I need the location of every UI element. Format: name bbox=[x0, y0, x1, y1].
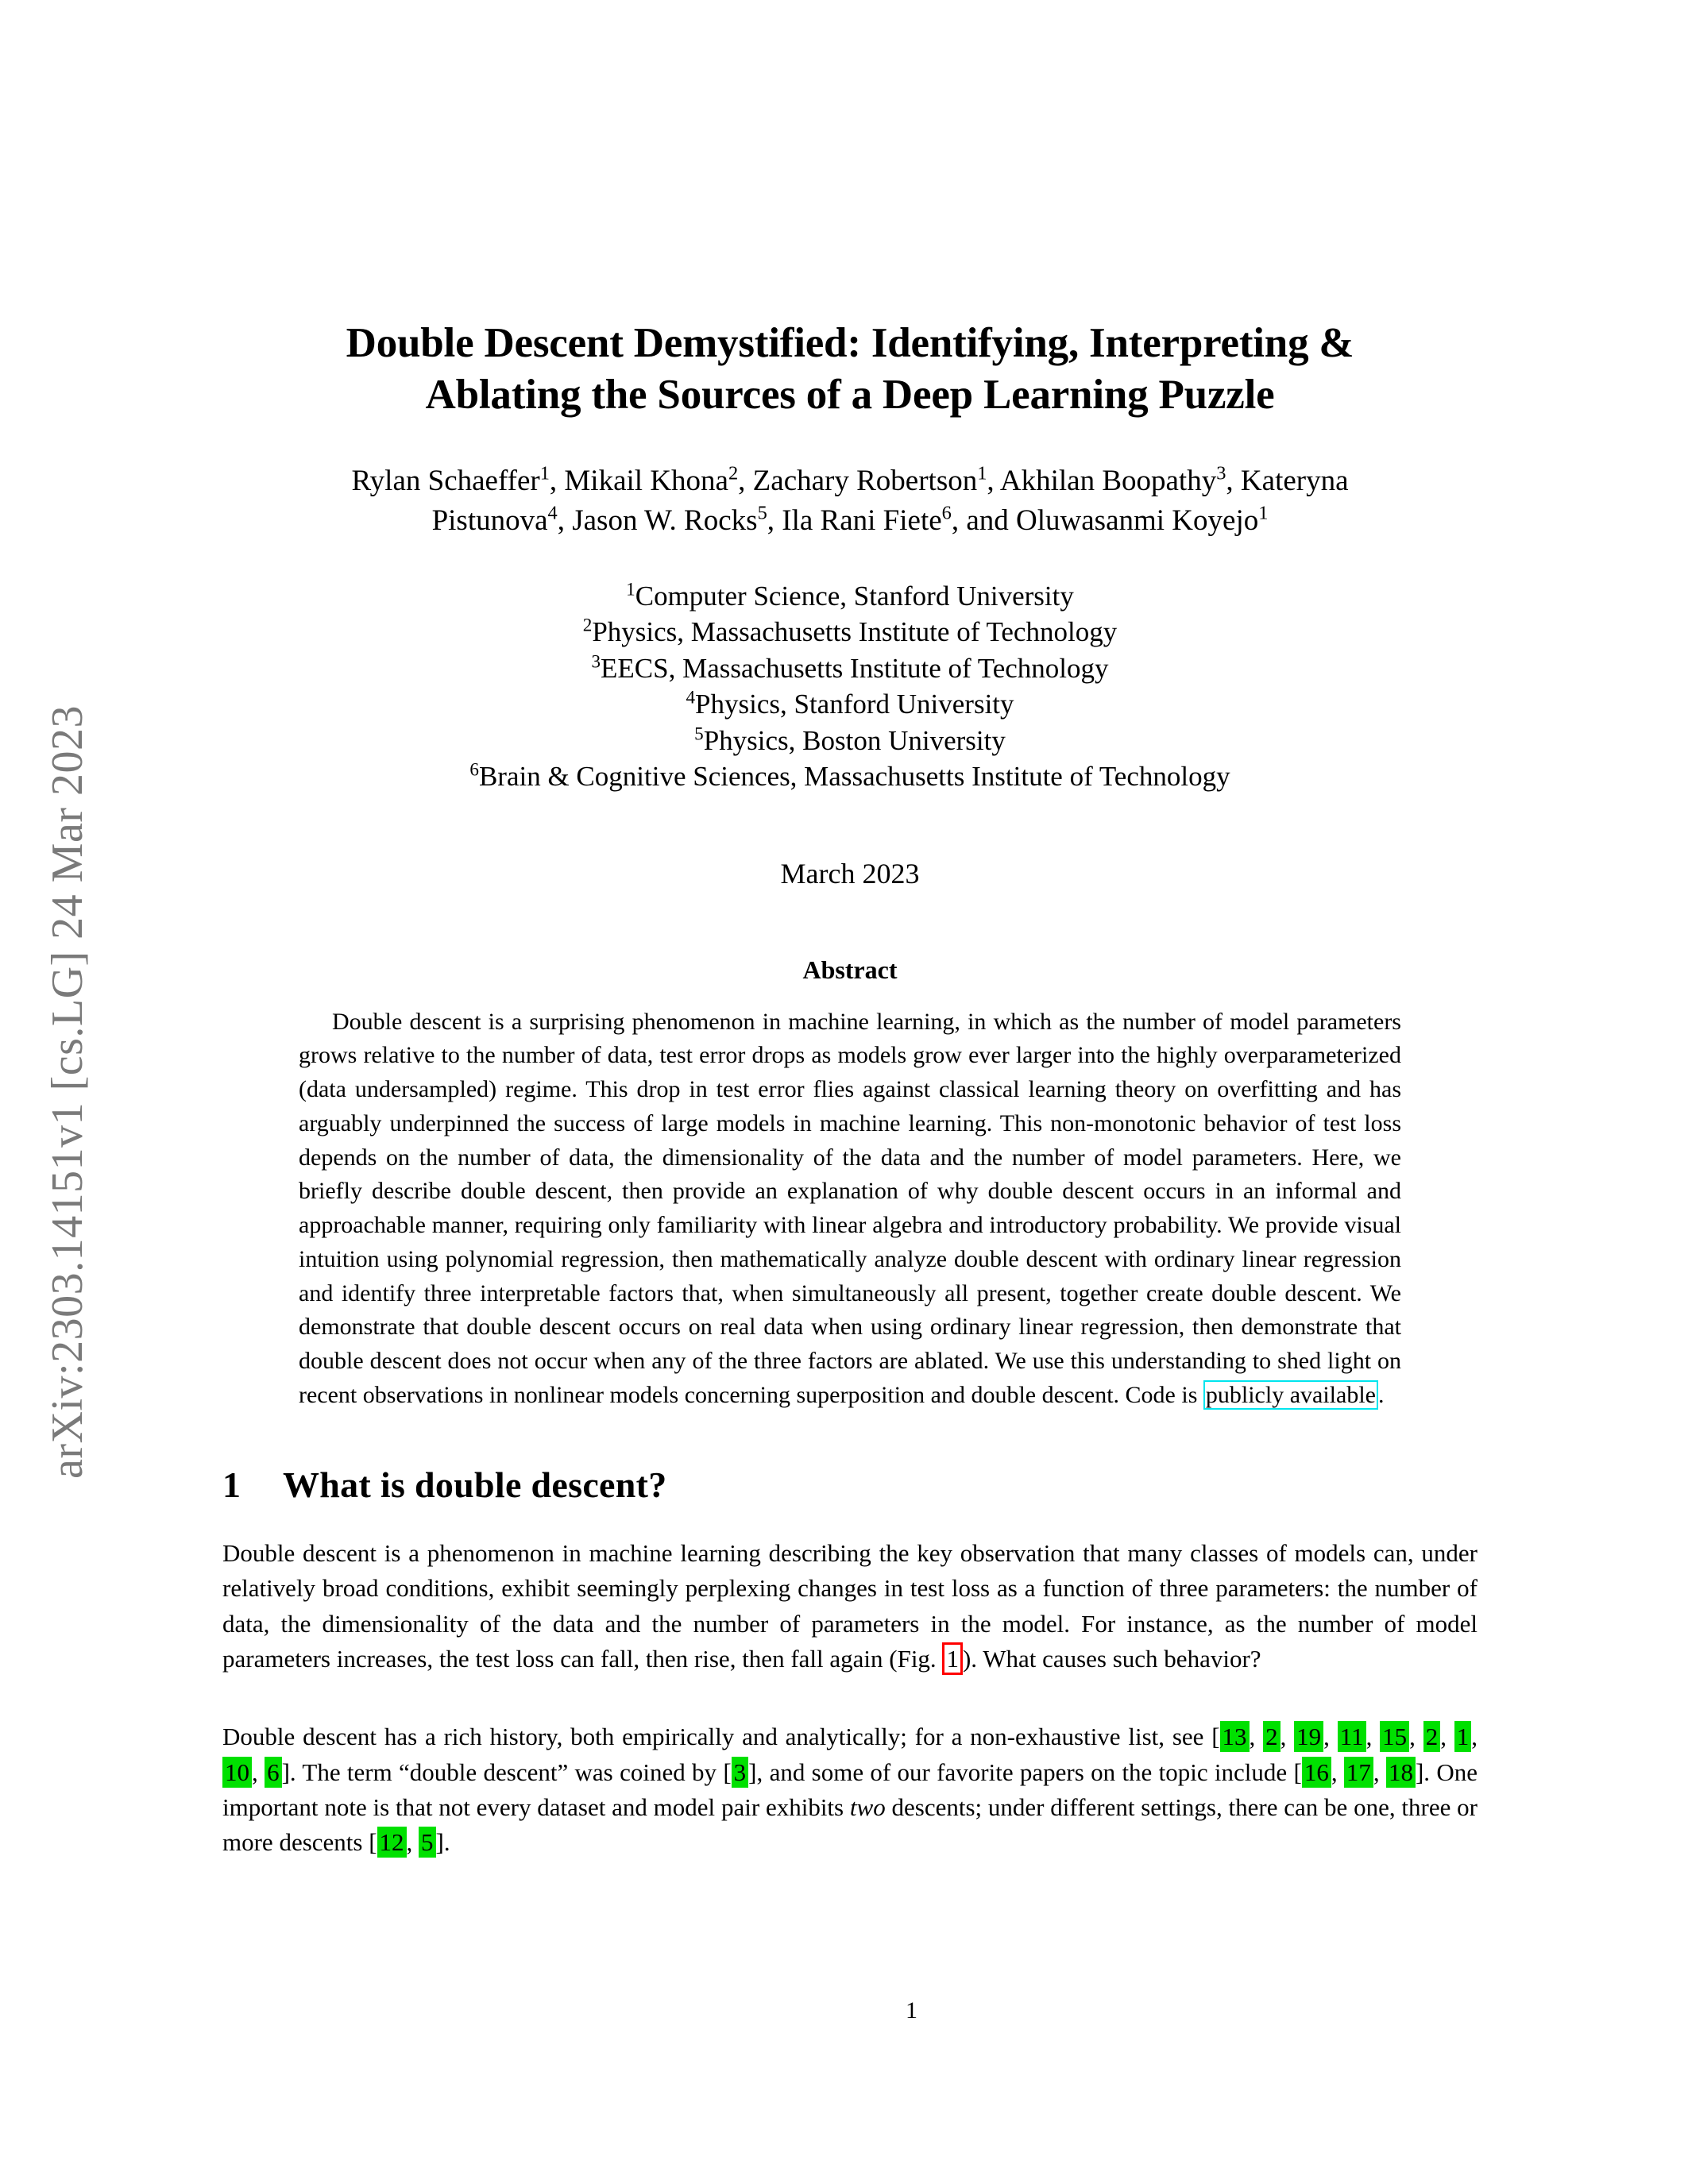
author-list bbox=[222, 461, 1477, 539]
author-affil-marker: 5 bbox=[757, 502, 767, 524]
citation-link[interactable]: 15 bbox=[1380, 1721, 1409, 1752]
affiliation-label: Physics, Stanford University bbox=[695, 689, 1014, 720]
section-number: 1 bbox=[222, 1464, 241, 1505]
paragraph-text: Double descent is a phenomenon in machine learning describing the key observation that many classes of models can, under relatively broad conditions, exhibit seemingly perplexing changes in test loss as a function of three parameters: the number of data, the dimensionality of the data and the number of parameters in the model. For instance, as the number of model parameters increases, the test loss can fall, then rise, then fall again (Fig. bbox=[222, 1538, 1477, 1673]
section-title: What is double descent? bbox=[283, 1464, 667, 1505]
affiliation-item bbox=[222, 723, 1477, 759]
page-title bbox=[222, 318, 1477, 420]
affiliation-item bbox=[222, 758, 1477, 795]
section-heading-1 bbox=[222, 1464, 1477, 1506]
citation-link[interactable]: 17 bbox=[1344, 1757, 1373, 1788]
citation-group-1: 13, 2, 19, 11, 15, 2, 1, 10, 6 bbox=[222, 1721, 1477, 1787]
citation-group-4: 12, 5 bbox=[377, 1827, 436, 1858]
author-affil-marker: 3 bbox=[1216, 462, 1226, 484]
citation-link[interactable]: 18 bbox=[1386, 1757, 1416, 1788]
affiliation-item bbox=[222, 614, 1477, 650]
paragraph-1 bbox=[222, 1536, 1477, 1677]
affiliation-marker: 3 bbox=[591, 650, 601, 672]
paragraph-text-tail: ). What causes such behavior? bbox=[962, 1644, 1261, 1673]
affiliation-list bbox=[222, 578, 1477, 795]
citation-link[interactable]: 16 bbox=[1302, 1757, 1331, 1788]
abstract-section bbox=[222, 955, 1477, 1413]
author-affil-marker: 1 bbox=[1258, 502, 1269, 524]
affiliation-label: Brain & Cognitive Sciences, Massachusetts Institute of Technology bbox=[478, 761, 1230, 793]
author-name: , Jason W. Rocks bbox=[557, 504, 758, 537]
paragraph-text: Double descent has a rich history, both empirically and analytically; for a non-exhaustive list, see [ bbox=[222, 1723, 1220, 1751]
citation-link[interactable]: 5 bbox=[419, 1827, 436, 1858]
title-line-1: Double Descent Demystified: Identifying, Interpreting & bbox=[346, 320, 1354, 366]
affiliation-label: Computer Science, Stanford University bbox=[635, 580, 1074, 612]
author-name: , Akhilan Boopathy bbox=[987, 465, 1217, 498]
code-link[interactable]: publicly available bbox=[1203, 1380, 1378, 1410]
publication-date: March 2023 bbox=[780, 857, 920, 889]
affiliation-label: Physics, Massachusetts Institute of Technology bbox=[592, 616, 1118, 648]
author-line-1 bbox=[246, 461, 1454, 500]
paragraph-text: ], and some of our favorite papers on the topic include [ bbox=[748, 1758, 1302, 1786]
abstract-body bbox=[299, 1005, 1401, 1413]
citation-link[interactable]: 1 bbox=[1454, 1721, 1472, 1752]
paper-page bbox=[135, 0, 1688, 2184]
affiliation-item bbox=[222, 650, 1477, 687]
paper-content bbox=[222, 318, 1477, 1885]
author-line-2 bbox=[246, 501, 1454, 540]
paragraph-text: ]. bbox=[435, 1828, 450, 1857]
citation-link[interactable]: 2 bbox=[1423, 1721, 1441, 1752]
citation-link[interactable]: 12 bbox=[377, 1827, 407, 1858]
author-affil-marker: 6 bbox=[941, 502, 952, 524]
paragraph-text: ]. One important note is that not every dataset and model pair exhibits bbox=[222, 1758, 1478, 1821]
affiliation-marker: 1 bbox=[626, 578, 635, 600]
affiliation-item bbox=[222, 686, 1477, 723]
citation-link[interactable]: 11 bbox=[1338, 1721, 1366, 1752]
paragraph-text: ]. The term “double descent” was coined by [ bbox=[281, 1758, 732, 1786]
author-affil-marker: 1 bbox=[539, 462, 550, 484]
citation-link[interactable]: 6 bbox=[265, 1757, 282, 1788]
affiliation-item bbox=[222, 578, 1477, 615]
abstract-heading: Abstract bbox=[802, 955, 898, 984]
citation-link[interactable]: 13 bbox=[1220, 1721, 1250, 1752]
abstract-text: Double descent is a surprising phenomenon in machine learning, in which as the number of model parameters grows relative to the number of data, test error drops as models grow ever larger into the highly overparameterized (data undersampled) regime. This drop in test error flies against classical learning theory on overfitting and has arguably underpinned the success of large models in machine learning. This non-monotonic behavior of test loss depends on the number of data, the dimensionality of the data and the number of model parameters. Here, we briefly describe double descent, then provide an explanation of why double descent occurs in an informal and approachable manner, requiring only familiarity with linear algebra and introductory probability. We provide visual intuition using polynomial regression, then mathematically analyze double descent with ordinary linear regression and identify three interpretable factors that, when simultaneously all present, together create double descent. We demonstrate that double descent occurs on real data when using ordinary linear regression, then demonstrate that double descent does not occur when any of the three factors are ablated. We use this understanding to shed light on recent observations in nonlinear models concerning superposition and double descent. Code is bbox=[299, 1008, 1401, 1408]
author-name: Pistunova bbox=[431, 504, 548, 537]
citation-link[interactable]: 3 bbox=[732, 1757, 749, 1788]
citation-link[interactable]: 2 bbox=[1263, 1721, 1280, 1752]
author-name: , and Oluwasanmi Koyejo bbox=[951, 504, 1259, 537]
affiliation-label: Physics, Boston University bbox=[703, 724, 1006, 756]
author-name: , Mikail Khona bbox=[549, 465, 728, 498]
citation-group-2 bbox=[732, 1757, 749, 1788]
emphasis-text: two bbox=[849, 1792, 886, 1821]
arxiv-stamp-text: arXiv:2303.14151v1 [cs.LG] 24 Mar 2023 bbox=[43, 705, 92, 1479]
author-affil-marker: 1 bbox=[977, 462, 987, 484]
author-affil-marker: 2 bbox=[728, 462, 739, 484]
citation-link[interactable]: 19 bbox=[1294, 1721, 1323, 1752]
affiliation-marker: 2 bbox=[582, 614, 593, 635]
author-name: , Kateryna bbox=[1226, 465, 1349, 498]
affiliation-marker: 6 bbox=[469, 758, 479, 780]
citation-link[interactable]: 10 bbox=[222, 1757, 252, 1788]
author-name: , Ila Rani Fiete bbox=[767, 504, 942, 537]
figure-reference-link[interactable]: 1 bbox=[942, 1642, 963, 1675]
citation-group-3: 16, 17, 18 bbox=[1302, 1757, 1416, 1788]
title-line-2: Ablating the Sources of a Deep Learning Puzzle bbox=[425, 371, 1275, 418]
affiliation-label: EECS, Massachusetts Institute of Technology bbox=[601, 652, 1109, 684]
page-number: 1 bbox=[906, 1997, 917, 2024]
affiliation-marker: 5 bbox=[694, 723, 704, 744]
author-name: Rylan Schaeffer bbox=[351, 465, 540, 498]
paragraph-text: descents; under different settings, there can be one, three or more descents [ bbox=[222, 1792, 1477, 1857]
arxiv-stamp bbox=[0, 0, 135, 2184]
author-name: , Zachary Robertson bbox=[738, 465, 978, 498]
paragraph-2 bbox=[222, 1719, 1477, 1860]
author-affil-marker: 4 bbox=[547, 502, 558, 524]
abstract-text-tail: . bbox=[1377, 1381, 1385, 1408]
affiliation-marker: 4 bbox=[686, 686, 696, 708]
